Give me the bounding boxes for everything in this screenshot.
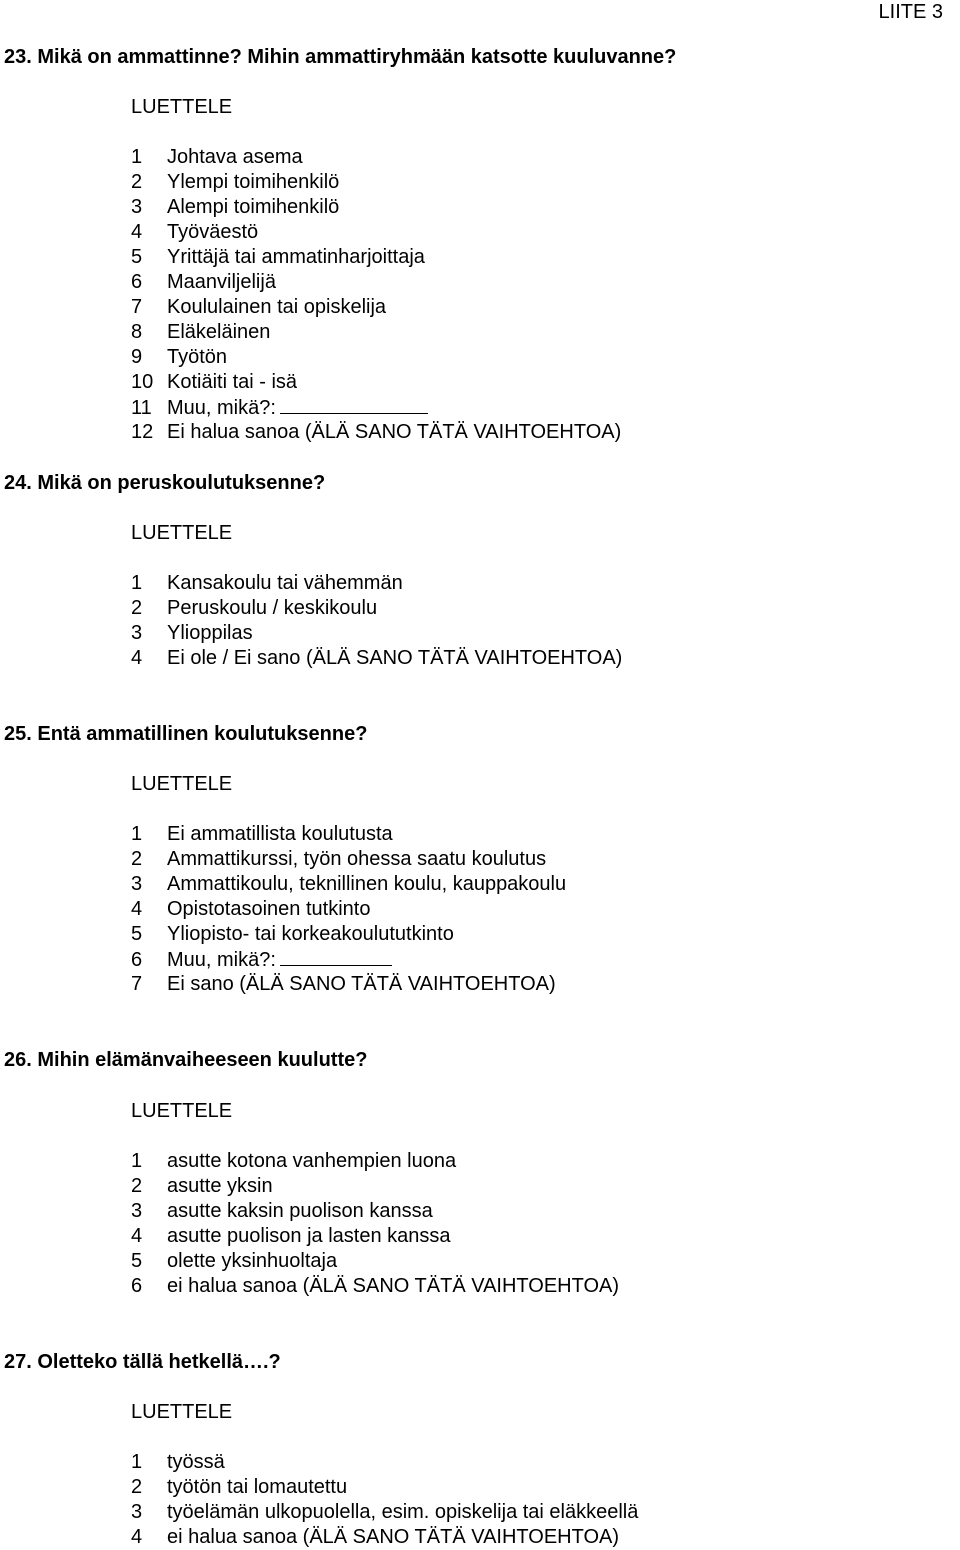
question-25-options <box>131 822 566 997</box>
question-26-instruction: LUETTELE <box>131 1100 233 1122</box>
option-number: 6 <box>131 271 143 293</box>
option-label: Työväestö <box>167 221 259 243</box>
option-number: 12 <box>131 421 154 443</box>
option-number: 1 <box>131 823 143 845</box>
option-item <box>131 922 566 947</box>
option-label: Ei ammatillista koulutusta <box>167 823 393 845</box>
option-item <box>131 145 621 170</box>
option-label: Yrittäjä tai ammatinharjoittaja <box>167 246 425 268</box>
question-27-title: 27. Oletteko tällä hetkellä….? <box>4 1351 281 1373</box>
option-item <box>131 897 566 922</box>
option-number: 8 <box>131 321 143 343</box>
option-label: Ammattikurssi, työn ohessa saatu koulutus <box>167 848 547 870</box>
option-label: Ei sano (ÄLÄ SANO TÄTÄ VAIHTOEHTOA) <box>167 973 556 995</box>
question-23-title: 23. Mikä on ammattinne? Mihin ammattiryhmään katsotte kuuluvanne? <box>4 46 677 68</box>
option-number: 2 <box>131 848 143 870</box>
option-label: Maanviljelijä <box>167 271 276 293</box>
option-number: 6 <box>131 1275 143 1297</box>
option-item <box>131 1224 619 1249</box>
option-item <box>131 847 566 872</box>
option-number: 4 <box>131 221 143 243</box>
fill-in-blank[interactable] <box>280 947 392 966</box>
option-number: 6 <box>131 949 143 971</box>
option-label: Kansakoulu tai vähemmän <box>167 572 403 594</box>
option-number: 3 <box>131 622 143 644</box>
option-item <box>131 872 566 897</box>
option-label: Opistotasoinen tutkinto <box>167 898 371 920</box>
option-label: Muu, mikä?: <box>167 397 276 419</box>
option-number: 2 <box>131 171 143 193</box>
question-24-title: 24. Mikä on peruskoulutuksenne? <box>4 472 326 494</box>
option-label: Yliopisto- tai korkeakoulututkinto <box>167 923 454 945</box>
question-27-instruction: LUETTELE <box>131 1401 233 1423</box>
option-label: ei halua sanoa (ÄLÄ SANO TÄTÄ VAIHTOEHTOA) <box>167 1526 620 1548</box>
option-number: 4 <box>131 647 143 669</box>
option-number: 3 <box>131 1200 143 1222</box>
option-label: Johtava asema <box>167 146 303 168</box>
option-label: Koululainen tai opiskelija <box>167 296 387 318</box>
option-item <box>131 320 621 345</box>
option-item <box>131 395 621 420</box>
option-item <box>131 646 622 671</box>
question-24-options <box>131 571 622 671</box>
option-item <box>131 1450 638 1475</box>
option-number: 3 <box>131 873 143 895</box>
option-label: Eläkeläinen <box>167 321 271 343</box>
question-24-instruction: LUETTELE <box>131 522 233 544</box>
option-number: 7 <box>131 296 143 318</box>
option-label: Työtön <box>167 346 228 368</box>
option-item <box>131 822 566 847</box>
option-number: 1 <box>131 572 143 594</box>
question-25-title: 25. Entä ammatillinen koulutuksenne? <box>4 723 368 745</box>
question-26-options <box>131 1149 619 1299</box>
option-number: 1 <box>131 146 143 168</box>
option-item <box>131 170 621 195</box>
option-item <box>131 1174 619 1199</box>
option-item <box>131 370 621 395</box>
option-number: 5 <box>131 1250 143 1272</box>
question-27-options <box>131 1450 638 1550</box>
option-number: 2 <box>131 1476 143 1498</box>
option-item <box>131 1525 638 1550</box>
option-item <box>131 270 621 295</box>
option-item <box>131 345 621 370</box>
question-23-instruction: LUETTELE <box>131 96 233 118</box>
fill-in-blank[interactable] <box>280 395 428 414</box>
option-item <box>131 420 621 445</box>
option-label: Kotiäiti tai - isä <box>167 371 298 393</box>
option-label: Alempi toimihenkilö <box>167 196 340 218</box>
option-number: 7 <box>131 973 143 995</box>
option-label: työssä <box>167 1451 225 1473</box>
option-item <box>131 1475 638 1500</box>
option-item <box>131 1199 619 1224</box>
option-number: 2 <box>131 597 143 619</box>
option-item <box>131 195 621 220</box>
option-item <box>131 220 621 245</box>
question-23-options <box>131 145 621 445</box>
option-number: 4 <box>131 898 143 920</box>
appendix-label: LIITE 3 <box>878 1 943 23</box>
option-label: Ammattikoulu, teknillinen koulu, kauppakoulu <box>167 873 567 895</box>
option-item <box>131 1500 638 1525</box>
option-item <box>131 972 566 997</box>
option-number: 3 <box>131 196 143 218</box>
option-label: ei halua sanoa (ÄLÄ SANO TÄTÄ VAIHTOEHTOA) <box>167 1275 620 1297</box>
question-25-instruction: LUETTELE <box>131 773 233 795</box>
option-number: 1 <box>131 1451 143 1473</box>
option-label: asutte kotona vanhempien luona <box>167 1150 457 1172</box>
option-number: 4 <box>131 1225 143 1247</box>
option-label: asutte kaksin puolison kanssa <box>167 1200 433 1222</box>
option-item <box>131 295 621 320</box>
option-label: Ylioppilas <box>167 622 253 644</box>
option-label: Ei halua sanoa (ÄLÄ SANO TÄTÄ VAIHTOEHTOA) <box>167 421 622 443</box>
option-number: 2 <box>131 1175 143 1197</box>
option-label: Ei ole / Ei sano (ÄLÄ SANO TÄTÄ VAIHTOEHTOA) <box>167 647 623 669</box>
option-item <box>131 1249 619 1274</box>
option-item <box>131 596 622 621</box>
option-number: 10 <box>131 371 154 393</box>
option-number: 5 <box>131 246 143 268</box>
option-number: 4 <box>131 1526 143 1548</box>
option-item <box>131 571 622 596</box>
option-label: Peruskoulu / keskikoulu <box>167 597 378 619</box>
option-item <box>131 1149 619 1174</box>
option-item <box>131 947 566 972</box>
option-number: 9 <box>131 346 143 368</box>
option-item <box>131 621 622 646</box>
question-26-title: 26. Mihin elämänvaiheeseen kuulutte? <box>4 1049 368 1071</box>
option-label: Ylempi toimihenkilö <box>167 171 340 193</box>
option-label: asutte puolison ja lasten kanssa <box>167 1225 451 1247</box>
option-item <box>131 1274 619 1299</box>
option-number: 11 <box>131 397 152 419</box>
option-label: asutte yksin <box>167 1175 273 1197</box>
option-number: 3 <box>131 1501 143 1523</box>
option-label: työelämän ulkopuolella, esim. opiskelija tai eläkkeellä <box>167 1501 639 1523</box>
option-label: Muu, mikä?: <box>167 949 276 971</box>
option-label: olette yksinhuoltaja <box>167 1250 338 1272</box>
option-number: 5 <box>131 923 143 945</box>
option-label: työtön tai lomautettu <box>167 1476 348 1498</box>
option-number: 1 <box>131 1150 143 1172</box>
option-item <box>131 245 621 270</box>
